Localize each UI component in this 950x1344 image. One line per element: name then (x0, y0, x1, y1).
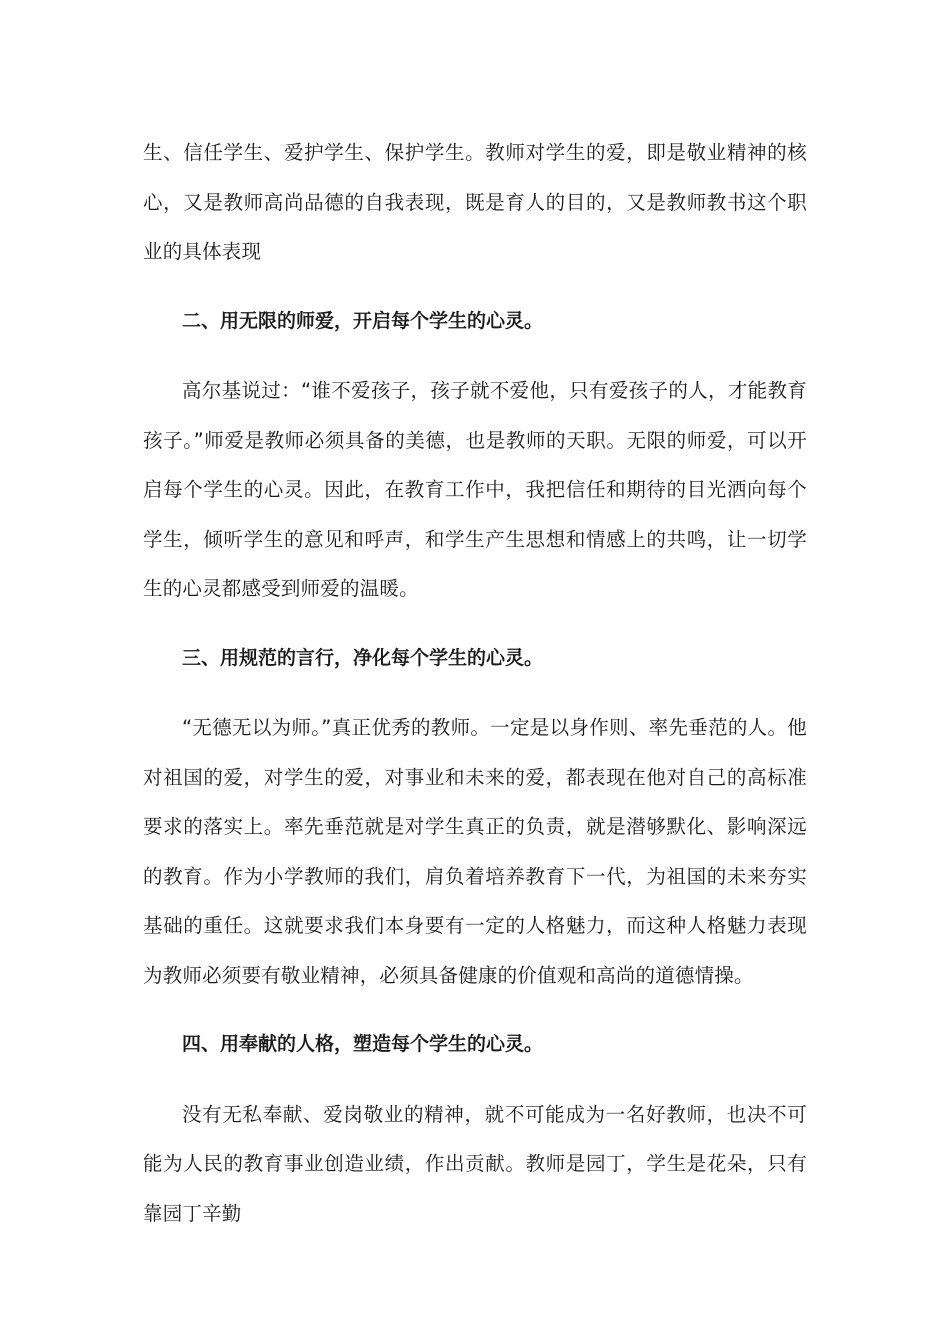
paragraph-intro: 生、信任学生、爱护学生、保护学生。教师对学生的爱，即是敬业精神的核心，又是教师高尚品德的自我表现，既是育人的目的，又是教师教书这个职业的具体表现 (143, 141, 807, 263)
document-page (143, 128, 807, 1238)
paragraph-section-2: 高尔基说过：“谁不爱孩子，孩子就不爱他，只有爱孩子的人，才能教育孩子。”师爱是教师必须具备的美德，也是教师的天职。无限的师爱，可以开启每个学生的心灵。因此，在教育工作中，我把信任和期待的目光洒向每个学生，倾听学生的意见和呼声，和学生产生思想和情感上的共鸣，让一切学生的心灵都感受到师爱的温暖。 (143, 379, 807, 600)
section-heading-3: 三、用规范的言行，净化每个学生的心灵。 (182, 646, 544, 669)
paragraph-section-3: “无德无以为师。”真正优秀的教师。一定是以身作则、率先垂范的人。他对祖国的爱，对学生的爱，对事业和未来的爱，都表现在他对自己的高标准要求的落实上。率先垂范就是对学生真正的负责，就是潜够默化、影响深远的教育。作为小学教师的我们，肩负着培养教育下一代，为祖国的未来夯实基础的重任。这就要求我们本身要有一定的人格魅力，而这种人格魅力表现为教师必须要有敬业精神，必须具备健康的价值观和高尚的道德情操。 (143, 716, 807, 987)
section-heading-4: 四、用奉献的人格，塑造每个学生的心灵。 (182, 1033, 544, 1055)
paragraph-section-4: 没有无私奉献、爱岗敬业的精神，就不可能成为一名好教师，也决不可能为人民的教育事业创造业绩，作出贡献。教师是园丁，学生是花朵，只有靠园丁辛勤 (143, 1102, 807, 1225)
section-heading-2: 二、用无限的师爱，开启每个学生的心灵。 (182, 309, 544, 332)
